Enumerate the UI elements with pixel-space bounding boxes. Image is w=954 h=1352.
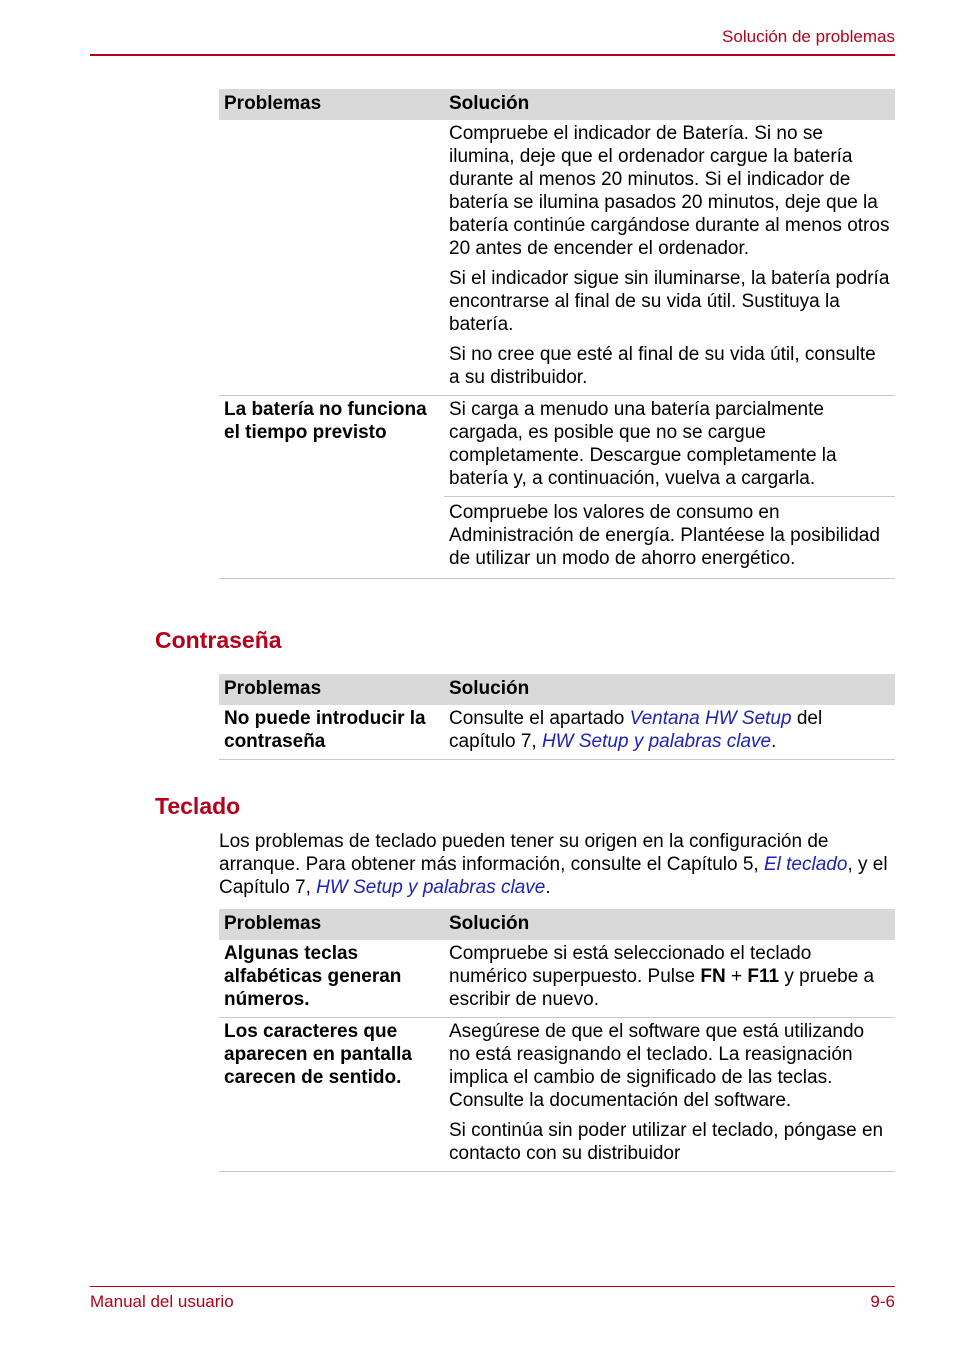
table-header-row xyxy=(219,909,895,940)
battery-table-section xyxy=(219,89,895,579)
link-el-teclado[interactable]: El teclado xyxy=(763,854,848,875)
table-row xyxy=(219,1018,895,1172)
table-header-row xyxy=(219,89,895,120)
table-row xyxy=(219,705,895,760)
link-hw-setup-palabras-clave[interactable]: HW Setup y palabras clave xyxy=(316,877,546,898)
solution-text: Consulte el apartado xyxy=(449,708,630,729)
password-table-section xyxy=(219,674,895,760)
column-header-problems: Problemas xyxy=(219,909,444,940)
solution-cell: Compruebe los valores de consumo en Administración de energía. Plantéese la posibilidad de utilizar un modo de ahorro energético. xyxy=(444,497,895,579)
problem-cell: Algunas teclas alfabéticas generan números. xyxy=(219,940,444,1018)
problem-cell: No puede introducir la contraseña xyxy=(219,705,444,760)
solution-text: . xyxy=(771,731,777,752)
problem-cell: Los caracteres que aparecen en pantalla carecen de sentido. xyxy=(219,1018,444,1172)
footer-rule xyxy=(90,1286,895,1287)
problem-cell xyxy=(219,120,444,396)
intro-text: . xyxy=(545,877,551,898)
solution-paragraph: Si no cree que esté al final de su vida útil, consulte a su distribuidor. xyxy=(449,344,876,388)
solution-cell: Si carga a menudo una batería parcialmente cargada, es posible que no se cargue completamente. Descargue completamente la batería y, a continuación, vuelva a cargarla. xyxy=(444,396,895,497)
solution-paragraph: Si el indicador sigue sin iluminarse, la batería podría encontrarse al final de su vida útil. Sustituya la batería. xyxy=(449,268,890,335)
section-heading-keyboard: Teclado xyxy=(155,793,241,819)
solution-cell xyxy=(444,705,895,760)
header-rule xyxy=(90,54,895,56)
solution-cell xyxy=(444,1018,895,1172)
key-fn: FN xyxy=(700,966,726,987)
solution-paragraph: Asegúrese de que el software que está utilizando no está reasignando el teclado. La reasignación implica el cambio de significado de las teclas. Consulte la documentación del software. xyxy=(449,1021,865,1111)
table-row xyxy=(219,396,895,497)
table-header-row xyxy=(219,674,895,705)
column-header-problems: Problemas xyxy=(219,89,444,120)
solution-text: y pruebe a escribir de nuevo. xyxy=(449,966,875,1010)
table-row xyxy=(219,940,895,1018)
column-header-problems: Problemas xyxy=(219,674,444,705)
solution-cell xyxy=(444,940,895,1018)
column-header-solution: Solución xyxy=(444,674,895,705)
key-f11: F11 xyxy=(747,966,780,987)
link-hw-setup-palabras-clave[interactable]: HW Setup y palabras clave xyxy=(541,731,772,752)
intro-text: , y el Capítulo 7, xyxy=(219,854,888,898)
page-number: 9-6 xyxy=(870,1292,895,1311)
solution-paragraph: Si continúa sin poder utilizar el teclado, póngase en contacto con su distribuidor xyxy=(449,1120,884,1164)
link-ventana-hw-setup[interactable]: Ventana HW Setup xyxy=(629,708,792,729)
keyboard-table xyxy=(219,909,895,1172)
solution-paragraph: Compruebe el indicador de Batería. Si no se ilumina, deje que el ordenador cargue la batería durante al menos 20 minutos. Si el indicador de batería se ilumina pasados 20 minutos, deje que la batería continúe cargándose durante al menos otros 20 antes de encender el ordenador. xyxy=(449,123,890,259)
problem-cell: La batería no funciona el tiempo previsto xyxy=(219,396,444,579)
keyboard-intro xyxy=(219,830,895,899)
solution-text: Compruebe si está seleccionado el teclado numérico superpuesto. Pulse xyxy=(449,943,812,987)
running-header: Solución de problemas xyxy=(722,27,895,46)
intro-text: Los problemas de teclado pueden tener su origen en la configuración de arranque. Para obtener más información, consulte el Capítulo 5, xyxy=(219,831,829,875)
solution-cell xyxy=(444,120,895,396)
column-header-solution: Solución xyxy=(444,89,895,120)
solution-text: del capítulo 7, xyxy=(449,708,823,752)
solution-text: + xyxy=(725,966,748,987)
column-header-solution: Solución xyxy=(444,909,895,940)
table-row xyxy=(219,120,895,396)
battery-table xyxy=(219,89,895,579)
keyboard-table-section xyxy=(219,909,895,1172)
footer-manual-title: Manual del usuario xyxy=(90,1292,234,1311)
section-heading-password: Contraseña xyxy=(155,627,282,653)
password-table xyxy=(219,674,895,760)
